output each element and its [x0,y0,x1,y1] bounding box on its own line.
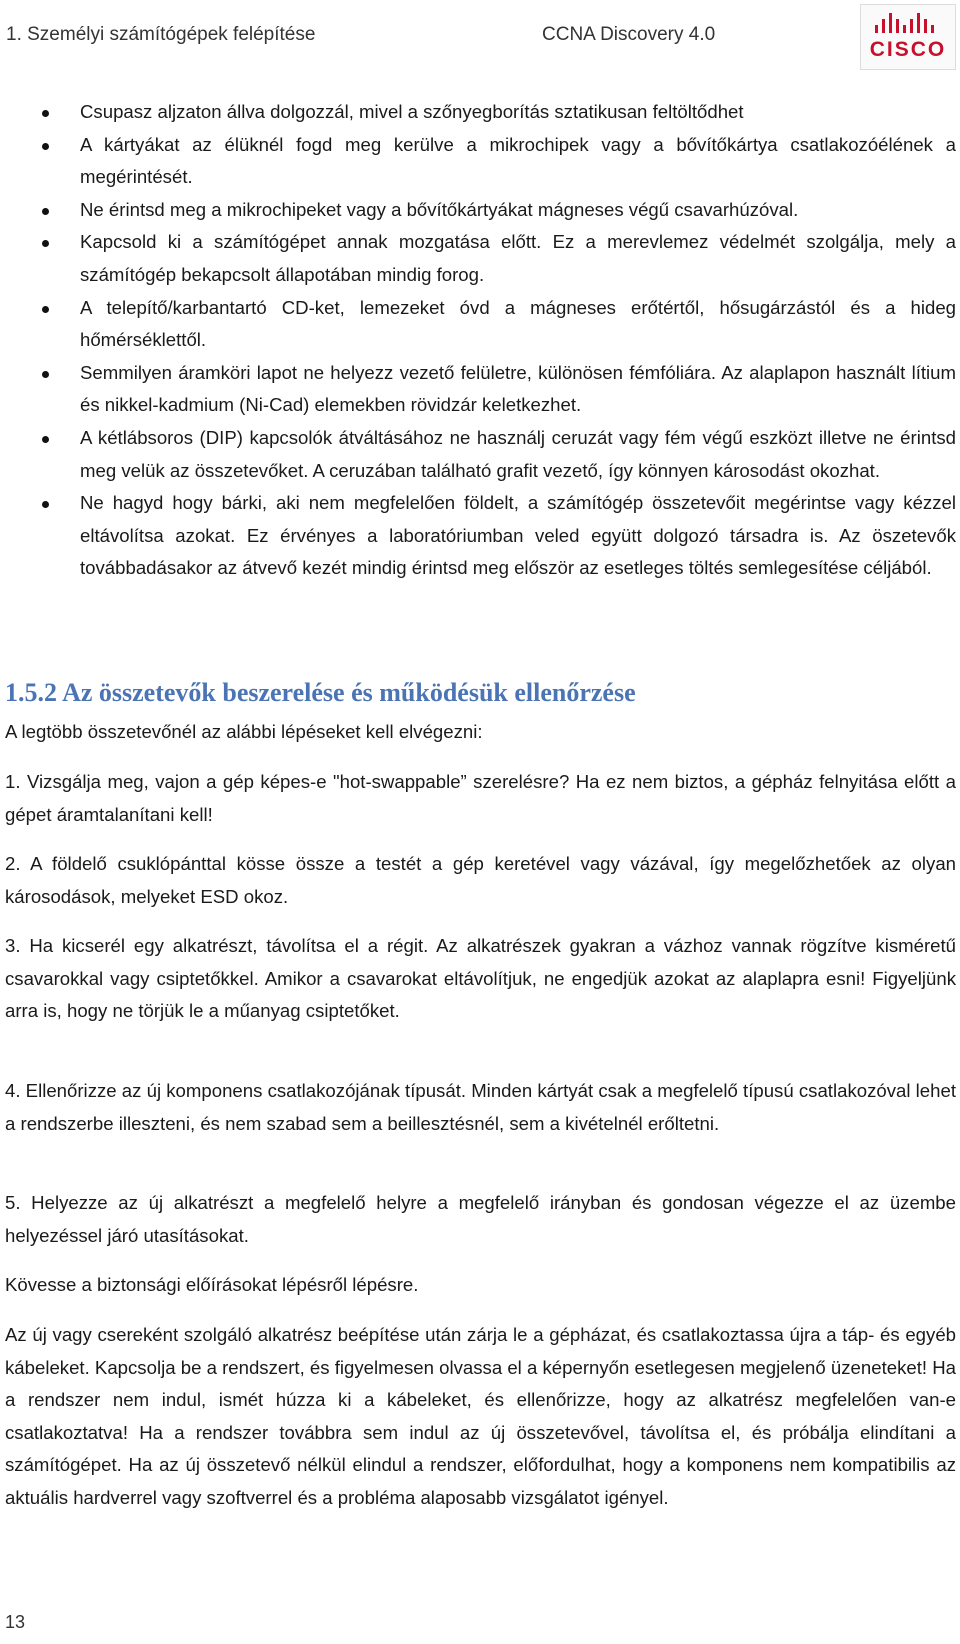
bullet-icon [42,110,49,117]
bullet-icon [42,371,49,378]
bullet-icon [42,143,49,150]
list-item: A telepítő/karbantartó CD-ket, lemezeket óvd a mágneses erőtértől, hősugárzástól és a hideg hőmérséklettől. [0,292,960,357]
bullet-icon [42,501,49,508]
list-item: Ne érintsd meg a mikrochipeket vagy a bővítőkártyákat mágneses végű csavarhúzóval. [0,194,960,227]
page-header [0,0,960,72]
list-item: Csupasz aljzaton állva dolgozzál, mivel a szőnyegborítás sztatikusan feltöltődhet [0,96,960,129]
bullet-icon [42,306,49,313]
list-item: A kártyákat az élüknél fogd meg kerülve a mikrochipek vagy a bővítőkártya csatlakozóélének a megérintését. [0,129,960,194]
step-2-paragraph: 2. A földelő csuklópánttal kösse össze a testét a gép keretével vagy vázával, így megelőzhetőek az olyan károsodások, melyeket ESD okoz. [5,853,956,907]
list-item: Kapcsold ki a számítógépet annak mozgatása előtt. Ez a merevlemez védelmét szolgálja, mely a számítógép bekapcsolt állapotában mindig forog. [0,226,960,291]
chapter-title: 1. Személyi számítógépek felépítése [6,24,316,45]
cisco-wordmark: CISCO [869,38,947,61]
intro-paragraph: A legtöbb összetevőnél az alábbi lépéseket kell elvégezni: [5,721,483,742]
list-item: A kétlábsoros (DIP) kapcsolók átváltásához ne használj ceruzát vagy fém végű eszközt illetve ne érintsd meg velük az összetevőket. A ceruzában található grafit vezető, így könnyen károsodást okozhat. [0,422,960,487]
safety-bullet-list [0,96,960,585]
step-5-paragraph: 5. Helyezze az új alkatrészt a megfelelő helyre a megfelelő irányban és gondosan végezze el az üzembe helyezéssel járó utasításokat. [5,1192,956,1246]
safety-note-paragraph: Kövesse a biztonsági előírásokat lépésről lépésre. [5,1274,419,1295]
step-1-paragraph: 1. Vizsgálja meg, vajon a gép képes-e "hot-swappable” szerelésre? Ha ez nem biztos, a gépház felnyitása előtt a gépet áramtalanítani kell! [5,771,956,825]
list-item: Semmilyen áramköri lapot ne helyezz vezető felületre, különösen fémfóliára. Az alaplapon használt lítium és nikkel-kadmium (Ni-Cad) elemekben rövidzár keletkezhet. [0,357,960,422]
cisco-bridge-icon [861,5,955,39]
closing-paragraph: Az új vagy csereként szolgáló alkatrész beépítése után zárja le a gépházat, és csatlakoztassa újra a táp- és egyéb kábeleket. Kapcsolja be a rendszert, és figyelmesen olvassa el a képernyőn esetlegesen megjelenő üzeneteket! Ha a rendszer nem indul, ismét húzza ki a kábeleket, és ellenőrizze, hogy az alkatrész megfelelően van-e csatlakoztatva! Ha a rendszer továbbra sem indul az új összetevővel, távolítsa el, és próbálja elindítani a számítógépet. Ha az új összetevő nélkül elindul a rendszer, előfordulhat, hogy a komponens nem kompatibilis az aktuális hardverrel vagy szoftverrel és a probléma alaposabb vizsgálatot igényel. [5,1324,956,1508]
cisco-logo [860,4,956,70]
step-4-paragraph: 4. Ellenőrizze az új komponens csatlakozójának típusát. Minden kártyát csak a megfelelő típusú csatlakozóval lehet a rendszerbe illeszteni, és nem szabad sem a beillesztésnél, sem a kivételnél erőltetni. [5,1080,956,1134]
list-item: Ne hagyd hogy bárki, aki nem megfelelően földelt, a számítógép összetevőit megérintse vagy kézzel eltávolítsa azokat. Ez érvényes a laboratóriumban veled együtt dolgozó társadra is. Az öszetevők továbbadásakor az átvevő kezét mindig érintsd meg először az esetleges töltés semlegesítése céljából. [0,487,960,585]
bullet-icon [42,240,49,247]
section-heading: 1.5.2 Az összetevők beszerelése és működésük ellenőrzése [5,678,636,707]
course-title: CCNA Discovery 4.0 [542,24,716,45]
step-3-paragraph: 3. Ha kicserél egy alkatrészt, távolítsa el a régit. Az alkatrészek gyakran a vázhoz vannak rögzítve kisméretű csavarokkal vagy csiptetőkkel. Amikor a csavarokat eltávolítjuk, ne engedjük azokat az alaplapra esni! Figyeljünk arra is, hogy ne törjük le a műanyag csiptetőket. [5,935,956,1022]
bullet-icon [42,436,49,443]
bullet-icon [42,208,49,215]
page-number: 13 [5,1612,26,1632]
